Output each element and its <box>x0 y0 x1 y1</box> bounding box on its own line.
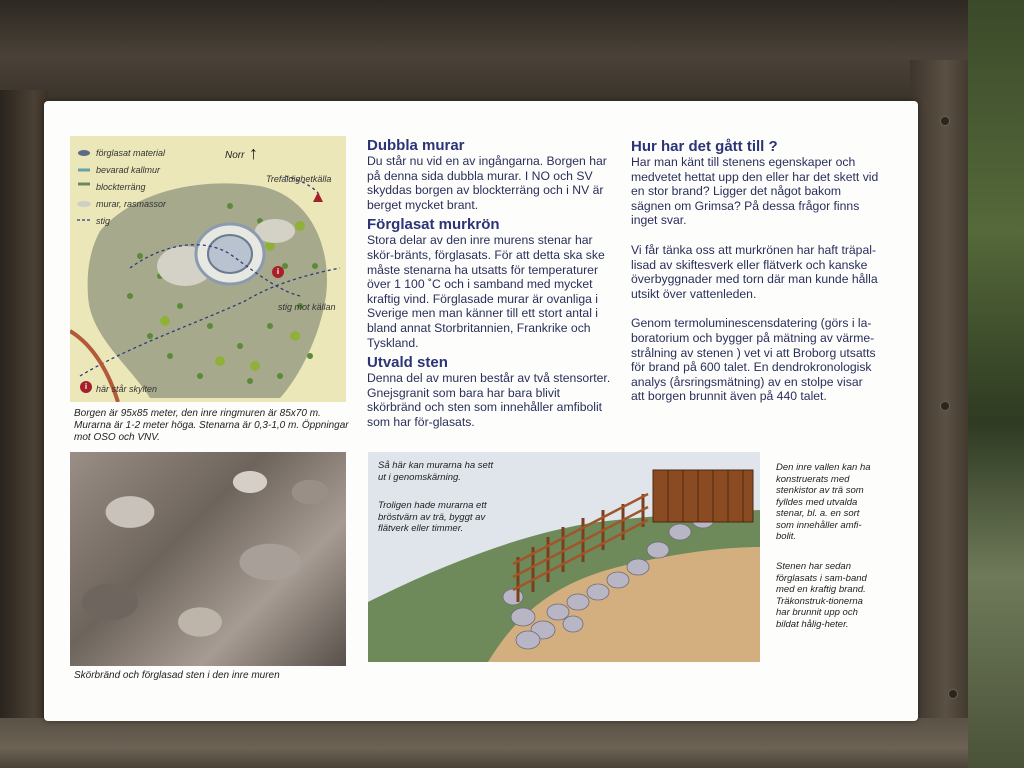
heading-double-walls: Dubbla murar <box>367 137 465 154</box>
map-legend <box>76 144 166 229</box>
text-column-right <box>631 138 879 404</box>
paragraph-how-1: Har man känt till stenens egenskaper och medvetet hettat upp den eller har det skett vid en stor brand? Ligger det något bakom sägnen om Grimsa? På dessa frågor finns inget svar. <box>631 155 879 228</box>
illustration-text-1: Så här kan murarna ha sett ut i genomskärning. <box>378 460 494 483</box>
text-column-middle <box>367 137 612 430</box>
screw-icon <box>941 117 949 125</box>
heading-how-did-it-happen: Hur har det gått till ? <box>631 138 778 155</box>
spring-label: Trefaldighetkälla <box>266 174 332 184</box>
paragraph-selected-stone: Denna del av muren består av två stensorter. Gnejsgranit som bara har bara blivit skörbränd och sten som innehåller amfibolit som har för-glasats. <box>367 371 611 429</box>
illustration-note-1: Den inre vallen kan ha konstruerats med stenkistor av trä som fylldes med utvalda stenar, bl. a. en sort som innehåller amfi-bolit. <box>776 462 871 542</box>
sign-location-label: här står skylten <box>96 384 158 394</box>
legend-item: förglasat material <box>96 147 166 158</box>
background-foliage <box>968 0 1024 768</box>
paragraph-how-2: Vi får tänka oss att murkrönen har haft träpal-lisad av skiftesverk eller flätverk och kanske överbyggnader med torn där man kunde hålla utsikt över vattenleden. <box>631 242 878 301</box>
north-arrow-icon: ↑ <box>249 143 258 163</box>
wooden-frame-bottom <box>0 718 1024 768</box>
legend-item: blockterräng <box>96 181 146 192</box>
illustration-note-2: Stenen har sedan förglasats i sam-band med en kraftig brand. Träkonstruk-tionerna har brunnit upp och bildat hålig-heter. <box>776 561 867 630</box>
screw-icon <box>941 402 949 410</box>
legend-item: murar, rasmassor <box>96 198 167 209</box>
illustration-text-2: Troligen hade murarna ett bröstvärn av trä, byggt av flätverk eller timmer. <box>378 500 487 534</box>
legend-item: bevarad kallmur <box>96 164 161 175</box>
sign-location-marker-icon: i <box>272 266 284 278</box>
wooden-frame-right <box>910 60 970 750</box>
paragraph-double-walls: Du står nu vid en av ingångarna. Borgen har på denna sida dubbla murar. I NO och SV skyddas borgen av blockterräng och i NV är berget mycket brant. <box>367 154 607 212</box>
paragraph-vitrified-crest: Stora delar av den inre murens stenar har skör-bränts, förglasats. För att detta ska ske måste stenarna ha utsatts för temperaturer över 1 100 ˚C och i samband med mycket kraftig vind. Förglasade murar är ovanliga i Sverige men man känner till ett stort antal i bland annat Storbritannien, Frankrike och Tyskland. <box>367 233 605 350</box>
north-label: Norr <box>225 150 245 161</box>
photo-caption: Skörbränd och förglasad sten i den inre muren <box>74 670 280 681</box>
heading-vitrified-crest: Förglasat murkrön <box>367 216 500 234</box>
path-label: stig mot källan <box>278 302 336 312</box>
fort-map <box>70 136 346 402</box>
vitrified-stone-photo <box>70 452 346 666</box>
paragraph-how-3: Genom termoluminescensdatering (görs i la-boratorium och bygger på mätning av värme-strålning av stenen ) vet vi att Broborg utsatts för brand på 600 talet. En dendrokronologisk analys (årsringsmätning) av en stolpe visar att borgen brunnit även på 440 talet. <box>631 316 876 404</box>
heading-selected-stone: Utvald sten <box>367 354 448 372</box>
wall-drawing <box>368 452 760 662</box>
screw-icon <box>949 690 957 698</box>
wooden-frame-left <box>0 90 48 730</box>
wall-cross-section-illustration <box>368 452 760 662</box>
legend-sign-marker-icon: i <box>80 381 92 393</box>
wooden-frame-top <box>0 0 1024 104</box>
legend-item: stig <box>96 215 111 226</box>
map-caption: Borgen är 95x85 meter, den inre ringmuren är 85x70 m. Murarna är 1-2 meter höga. Stenarna är 0,3-1,0 m. Öppningar mot OSO och VNV. <box>74 408 349 443</box>
